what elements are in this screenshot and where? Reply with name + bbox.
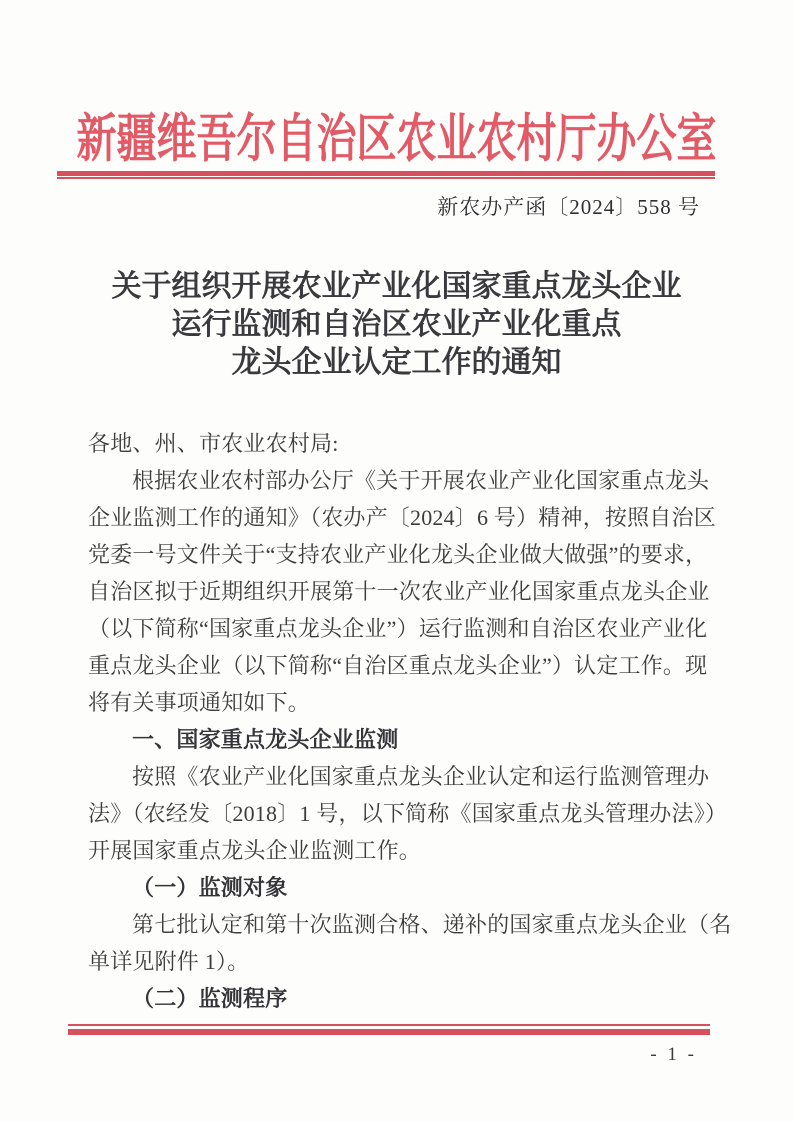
body-line: （以下简称“国家重点龙头企业”）运行监测和自治区农业产业化 <box>88 616 708 641</box>
title-line-3: 龙头企业认定工作的通知 <box>231 346 562 379</box>
letterhead-title: 新疆维吾尔自治区农业农村厅办公室 <box>76 109 717 169</box>
body-line: 重点龙头企业（以下简称“自治区重点龙头企业”）认定工作。现 <box>88 653 708 678</box>
header-rule-thin-line <box>57 177 715 179</box>
footer-double-rule <box>68 1024 710 1035</box>
body-line: 法》（农经发〔2018〕1 号，以下简称《国家重点龙头管理办法》） <box>88 801 728 826</box>
header-double-rule <box>57 171 715 179</box>
document-number: 新农办产函〔2024〕558 号 <box>437 195 700 219</box>
subsection-heading-2: （二）监测程序 <box>132 986 288 1011</box>
title-line-2: 运行监测和自治区农业产业化重点 <box>171 308 622 341</box>
body-line: 开展国家重点龙头企业监测工作。 <box>88 838 422 863</box>
body-line: 单详见附件 1）。 <box>88 949 250 974</box>
body-line: 将有关事项通知如下。 <box>88 690 311 715</box>
section-heading-1: 一、国家重点龙头企业监测 <box>132 727 399 752</box>
footer-rule-thick-line <box>68 1029 710 1035</box>
subsection-heading-1: （一）监测对象 <box>132 875 288 900</box>
body-line: 第七批认定和第十次监测合格、递补的国家重点龙头企业（名 <box>132 912 732 937</box>
salutation-line: 各地、州、市农业农村局: <box>88 431 339 456</box>
document-title <box>0 268 793 382</box>
page-number: - 1 - <box>650 1044 697 1065</box>
body-line: 根据农业农村部办公厅《关于开展农业产业化国家重点龙头 <box>132 468 710 493</box>
body-line: 自治区拟于近期组织开展第十一次农业产业化国家重点龙头企业 <box>88 579 710 604</box>
body-line: 企业监测工作的通知》（农办产〔2024〕6 号）精神，按照自治区 <box>88 505 716 530</box>
body-line: 党委一号文件关于“支持农业产业化龙头企业做大做强”的要求， <box>88 542 708 567</box>
body-line: 按照《农业产业化国家重点龙头企业认定和运行监测管理办 <box>132 764 710 789</box>
document-body <box>88 425 732 1017</box>
title-line-1: 关于组织开展农业产业化国家重点龙头企业 <box>111 270 682 303</box>
